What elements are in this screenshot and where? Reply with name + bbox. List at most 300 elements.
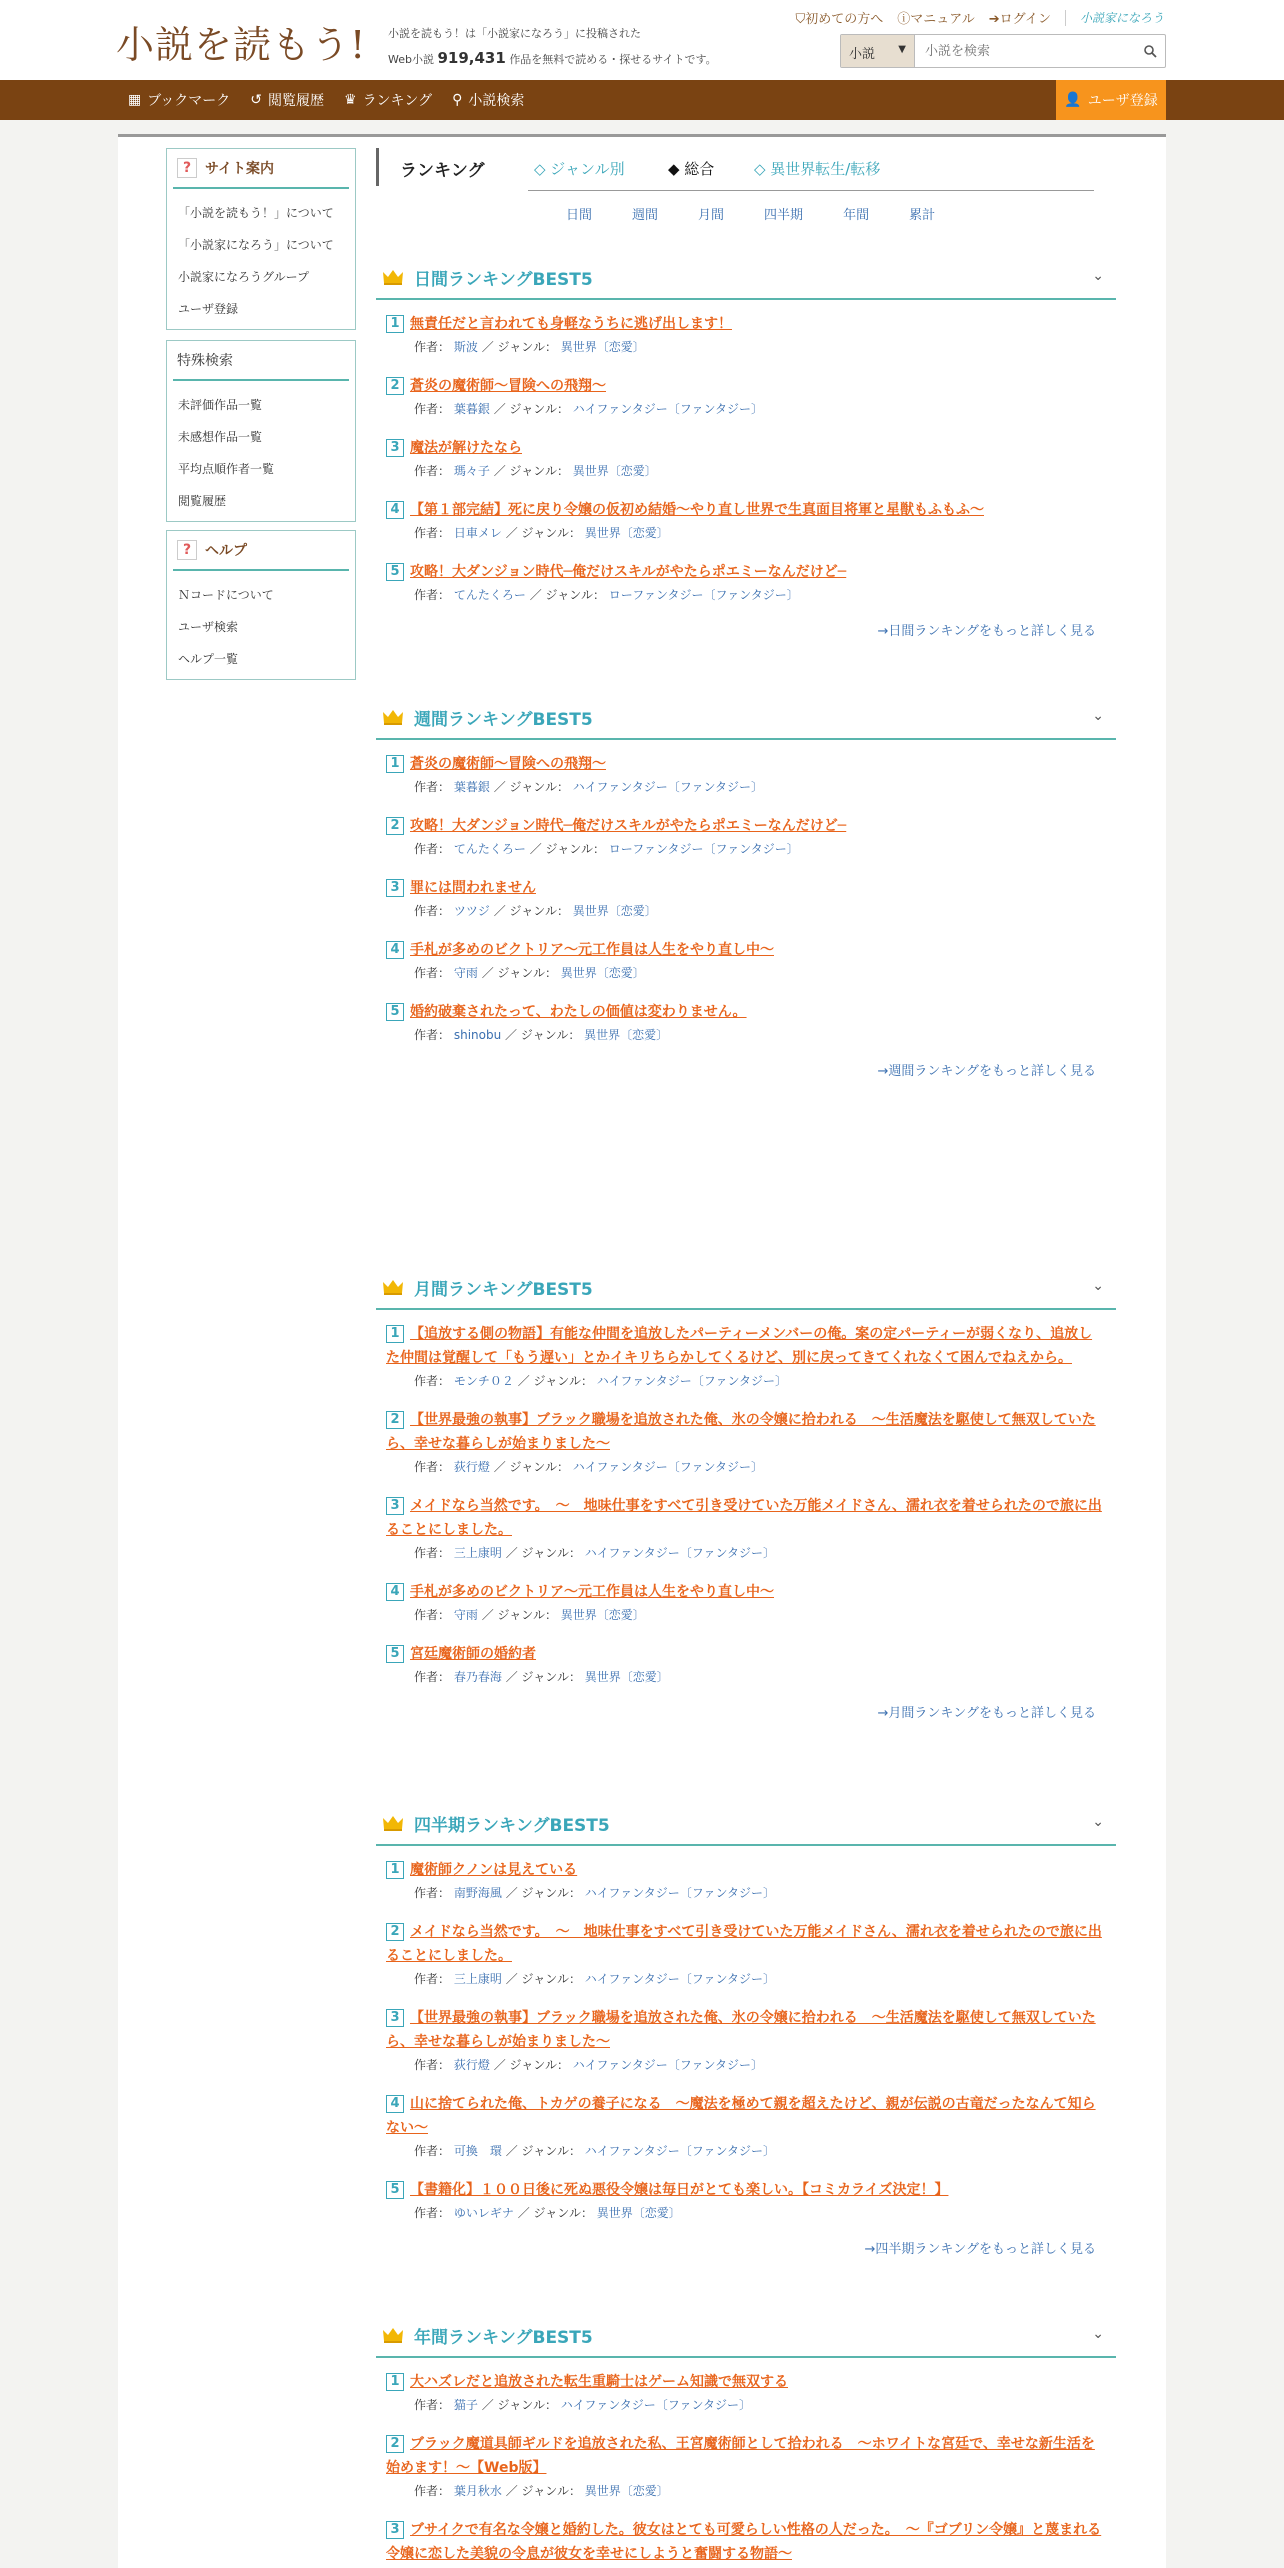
rank-number: 3 <box>386 439 404 457</box>
entry-meta <box>386 2394 1106 2416</box>
rank-entry <box>386 2006 1106 2076</box>
search-button[interactable] <box>1135 35 1165 67</box>
section-title: 日間ランキングBEST5 <box>414 269 593 290</box>
crown-icon <box>382 268 404 286</box>
entry-title-link[interactable] <box>386 1322 1106 1370</box>
rank-number: 1 <box>386 1325 404 1343</box>
section-header[interactable] <box>376 696 1116 740</box>
rank-list <box>376 740 1116 1046</box>
author-link[interactable]: 葉暮銀 <box>453 402 490 416</box>
genre-link[interactable]: 異世界〔恋愛〕 <box>560 966 645 980</box>
rank-entry <box>386 2432 1106 2502</box>
author-link[interactable]: 葉月秋水 <box>453 2484 502 2498</box>
genre-label: ／ ジャンル： <box>505 2144 581 2158</box>
genre-link[interactable]: ハイファンタジー〔ファンタジー〕 <box>572 402 763 416</box>
rank-number: 4 <box>386 941 404 959</box>
rank-list <box>376 2358 1116 2566</box>
entry-meta <box>386 900 1106 922</box>
rank-number: 1 <box>386 2373 404 2391</box>
main-nav <box>0 80 1284 120</box>
rank-entry <box>386 1642 1106 1688</box>
question-icon: ? <box>177 540 197 560</box>
author-label: 作者： <box>414 966 451 980</box>
ranking-section <box>376 2314 1116 2566</box>
author-link[interactable]: 春乃春海 <box>453 1670 502 1684</box>
rank-entry <box>386 312 1106 358</box>
genre-link[interactable]: ハイファンタジー〔ファンタジー〕 <box>572 2058 763 2072</box>
rank-entry <box>386 752 1106 798</box>
period-daily[interactable]: 日間 <box>566 208 593 223</box>
rank-entry <box>386 2092 1106 2162</box>
author-label: 作者： <box>414 526 451 540</box>
entry-title-link[interactable] <box>386 312 1106 336</box>
author-link[interactable]: 三上康明 <box>453 1972 502 1986</box>
author-link[interactable]: モンチ０２ <box>453 1374 514 1388</box>
entry-title-link[interactable] <box>386 2518 1106 2566</box>
sidebar-special-search <box>166 340 356 522</box>
entry-title: 無責任だと言われても身軽なうちに逃げ出します！ <box>410 316 732 332</box>
nav-label: 閲覧履歴 <box>268 93 324 109</box>
top-link-label: 初めての方へ <box>805 12 884 27</box>
period-monthly[interactable]: 月間 <box>698 208 725 223</box>
genre-link[interactable]: ハイファンタジー〔ファンタジー〕 <box>584 1886 775 1900</box>
genre-label: ／ ジャンル： <box>529 588 605 602</box>
sidebar-item[interactable]: 未評価作品一覧 <box>178 398 263 412</box>
site-tagline <box>388 22 717 72</box>
bookmark-small-icon: ⛉ <box>795 12 806 27</box>
genre-link[interactable]: 異世界〔恋愛〕 <box>560 340 645 354</box>
author-link[interactable]: 守雨 <box>453 966 478 980</box>
genre-label: ／ ジャンル： <box>505 2484 581 2498</box>
genre-link[interactable]: ハイファンタジー〔ファンタジー〕 <box>584 1972 775 1986</box>
rank-entry <box>386 1322 1106 1392</box>
author-link[interactable]: shinobu <box>453 1028 502 1042</box>
genre-label: ／ ジャンル： <box>481 1608 557 1622</box>
tagline-line-1: 小説を読もう！は「小説家になろう」に投稿された <box>388 27 641 40</box>
author-label: 作者： <box>414 1608 451 1622</box>
sidebar-heading-label: サイト案内 <box>205 161 275 177</box>
crown-icon <box>382 708 404 726</box>
rank-number: 2 <box>386 817 404 835</box>
rank-number: 2 <box>386 1411 404 1429</box>
entry-meta <box>386 1456 1106 1478</box>
rank-number: 5 <box>386 563 404 581</box>
tagline-line-2 <box>388 46 717 72</box>
rank-number: 3 <box>386 2009 404 2027</box>
entry-title: 魔術師クノンは見えている <box>410 1862 578 1878</box>
author-label: 作者： <box>414 464 451 478</box>
genre-link[interactable]: 異世界〔恋愛〕 <box>560 1608 645 1622</box>
author-link[interactable]: 可換 環 <box>453 2144 502 2158</box>
grid-icon: ▦ <box>128 92 142 108</box>
rank-number: 2 <box>386 1923 404 1941</box>
genre-label: ／ ジャンル： <box>505 1546 581 1560</box>
entry-meta <box>386 398 1106 420</box>
work-count: 919,431 <box>437 49 506 67</box>
search-category-value: 小説 <box>849 47 876 62</box>
author-label: 作者： <box>414 2484 451 2498</box>
author-link[interactable]: 日車メレ <box>453 526 502 540</box>
ranking-section <box>376 1266 1116 1721</box>
entry-meta <box>386 460 1106 482</box>
author-label: 作者： <box>414 1886 451 1900</box>
ranking-section <box>376 256 1116 639</box>
rank-number: 4 <box>386 501 404 519</box>
sidebar-item[interactable]: ヘルプ一覧 <box>178 652 239 666</box>
genre-link[interactable]: 異世界〔恋愛〕 <box>596 2206 681 2220</box>
sidebar-heading-label: 特殊検索 <box>177 353 233 369</box>
crown-icon <box>382 2326 404 2344</box>
rank-entry <box>386 1494 1106 1564</box>
rank-number: 2 <box>386 2435 404 2453</box>
nav-label: ランキング <box>362 93 433 109</box>
entry-title-link[interactable] <box>386 876 1106 900</box>
sidebar-item[interactable]: ユーザ検索 <box>178 620 239 634</box>
entry-meta <box>386 838 1106 860</box>
entry-title: 手札が多めのビクトリア〜元工作員は人生をやり直し中〜 <box>410 942 774 958</box>
entry-title: 蒼炎の魔術師〜冒険への飛翔〜 <box>410 756 606 772</box>
genre-label: ／ ジャンル： <box>505 1972 581 1986</box>
sidebar-item[interactable]: 閲覧履歴 <box>178 494 227 508</box>
entry-title: 宮廷魔術師の婚約者 <box>410 1646 536 1662</box>
top-link-manual[interactable] <box>897 8 975 27</box>
sidebar-list <box>167 381 355 521</box>
entry-meta <box>386 776 1106 798</box>
genre-label: ／ ジャンル： <box>493 2058 569 2072</box>
author-link[interactable]: 守雨 <box>453 1608 478 1622</box>
entry-title: 蒼炎の魔術師〜冒険への飛翔〜 <box>410 378 606 394</box>
author-link[interactable]: 荻行燈 <box>453 1460 490 1474</box>
rank-entry <box>386 2370 1106 2416</box>
site-logo[interactable]: 小説を読もう! <box>116 23 367 67</box>
rank-number: 1 <box>386 1861 404 1879</box>
more-ranking-link[interactable]: →四半期ランキングをもっと詳しく見る <box>864 2242 1096 2257</box>
entry-title-link[interactable] <box>386 1580 1106 1604</box>
tab-isekai[interactable]: ◇ 異世界転生/転移 <box>754 160 881 178</box>
search-input[interactable] <box>915 35 1135 67</box>
rank-entry <box>386 2178 1106 2224</box>
sidebar-site-guide <box>166 148 356 330</box>
entry-title-link[interactable] <box>386 1920 1106 1968</box>
period-quarterly[interactable]: 四半期 <box>764 208 804 223</box>
entry-meta <box>386 1370 1106 1392</box>
more-ranking-link[interactable]: →日間ランキングをもっと詳しく見る <box>877 624 1096 639</box>
entry-title: 【世界最強の執事】ブラック職場を追放された俺、氷の令嬢に拾われる ～生活魔法を駆使して無双していたら、幸せな暮らしが始まりました～ <box>386 2010 1096 2050</box>
entry-title: 手札が多めのビクトリア〜元工作員は人生をやり直し中〜 <box>410 1584 774 1600</box>
entry-title: 【世界最強の執事】ブラック職場を追放された俺、氷の令嬢に拾われる ～生活魔法を駆使して無双していたら、幸せな暮らしが始まりました～ <box>386 1412 1096 1452</box>
author-link[interactable]: ゆいレギナ <box>453 2206 514 2220</box>
genre-link[interactable]: 異世界〔恋愛〕 <box>572 904 657 918</box>
entry-title-link[interactable] <box>386 1642 1106 1666</box>
genre-link[interactable]: ハイファンタジー〔ファンタジー〕 <box>596 1374 787 1388</box>
tab-overall[interactable]: ◆ 総合 <box>668 160 715 178</box>
author-label: 作者： <box>414 2206 451 2220</box>
entry-title-link[interactable] <box>386 2178 1106 2202</box>
sidebar-item[interactable]: 「小説を読もう！」について <box>178 206 334 220</box>
author-label: 作者： <box>414 2144 451 2158</box>
entry-title-link[interactable] <box>386 2370 1106 2394</box>
ranking-tabs <box>376 146 1116 190</box>
rank-number: 3 <box>386 2521 404 2539</box>
genre-label: ／ ジャンル： <box>493 780 569 794</box>
period-links <box>566 204 975 223</box>
author-label: 作者： <box>414 402 451 416</box>
section-header[interactable] <box>376 256 1116 300</box>
genre-link[interactable]: ハイファンタジー〔ファンタジー〕 <box>584 1546 775 1560</box>
entry-title: 大ハズレだと追放された転生重騎士はゲーム知識で無双する <box>410 2374 788 2390</box>
genre-label: ／ ジャンル： <box>505 1670 581 1684</box>
genre-link[interactable]: ローファンタジー〔ファンタジー〕 <box>608 588 799 602</box>
entry-title: 攻略！大ダンジョン時代─俺だけスキルがやたらポエミーなんだけど─ <box>410 818 847 834</box>
sidebar-heading <box>173 341 349 381</box>
entry-title: 攻略！大ダンジョン時代─俺だけスキルがやたらポエミーなんだけど─ <box>410 564 847 580</box>
genre-label: ／ ジャンル： <box>517 2206 593 2220</box>
entry-meta <box>386 522 1106 544</box>
sidebar-list <box>167 571 355 679</box>
rank-entry <box>386 1920 1106 1990</box>
entry-meta <box>386 2202 1106 2224</box>
author-link[interactable]: てんたくろー <box>453 588 526 602</box>
genre-link[interactable]: 異世界〔恋愛〕 <box>584 2484 669 2498</box>
search-icon: ⚲ <box>452 92 463 108</box>
genre-link[interactable]: ハイファンタジー〔ファンタジー〕 <box>560 2398 751 2412</box>
genre-link[interactable]: 異世界〔恋愛〕 <box>584 1028 669 1042</box>
author-link[interactable]: てんたくろー <box>453 842 526 856</box>
nav-search[interactable] <box>452 90 524 110</box>
user-register-button[interactable] <box>1056 80 1166 120</box>
genre-label: ／ ジャンル： <box>505 526 581 540</box>
rank-number: 2 <box>386 377 404 395</box>
entry-title-link[interactable] <box>386 752 1106 776</box>
crown-icon <box>382 1814 404 1832</box>
entry-meta <box>386 1968 1106 1990</box>
entry-title-link[interactable] <box>386 2006 1106 2054</box>
rank-entry <box>386 2518 1106 2566</box>
entry-meta <box>386 2140 1106 2162</box>
question-icon: ⓘ <box>897 12 911 27</box>
entry-meta <box>386 1542 1106 1564</box>
author-link[interactable]: 南野海風 <box>453 1886 502 1900</box>
sidebar-list <box>167 189 355 329</box>
author-link[interactable]: 葉暮銀 <box>453 780 490 794</box>
period-total[interactable]: 累計 <box>909 208 936 223</box>
entry-title-link[interactable] <box>386 1408 1106 1456</box>
sidebar-item[interactable]: 未感想作品一覧 <box>178 430 263 444</box>
genre-label: ／ ジャンル： <box>481 966 557 980</box>
genre-label: ／ ジャンル： <box>493 464 569 478</box>
rank-number: 5 <box>386 1645 404 1663</box>
author-label: 作者： <box>414 588 451 602</box>
rank-entry <box>386 1580 1106 1626</box>
entry-meta <box>386 2480 1106 2502</box>
top-link-label: ログイン <box>999 12 1051 27</box>
history-icon: ↺ <box>250 92 262 108</box>
genre-link[interactable]: ハイファンタジー〔ファンタジー〕 <box>572 780 763 794</box>
sidebar-heading <box>173 531 349 571</box>
author-label: 作者： <box>414 1460 451 1474</box>
section-header[interactable] <box>376 1266 1116 1310</box>
rank-number: 5 <box>386 2181 404 2199</box>
rank-entry <box>386 938 1106 984</box>
entry-meta <box>386 2054 1106 2076</box>
entry-title-link[interactable] <box>386 2432 1106 2480</box>
rank-number: 3 <box>386 1497 404 1515</box>
chevron-down-icon[interactable]: ⌄ <box>1092 1814 1104 1830</box>
entry-title: 【第１部完結】死に戻り令嬢の仮初め結婚～やり直し世界で生真面目将軍と星獣もふもふ～ <box>410 502 984 518</box>
entry-title: メイドなら当然です。 ～ 地味仕事をすべて引き受けていた万能メイドさん、濡れ衣を着せられたので旅に出ることにしました。 <box>386 1498 1102 1538</box>
nav-ranking[interactable] <box>344 90 432 110</box>
genre-link[interactable]: ハイファンタジー〔ファンタジー〕 <box>572 1460 763 1474</box>
chevron-down-icon[interactable]: ⌄ <box>1092 708 1104 724</box>
entry-meta <box>386 962 1106 984</box>
more-ranking-link[interactable]: →月間ランキングをもっと詳しく見る <box>877 1706 1096 1721</box>
sidebar-item[interactable]: 「小説家になろう」について <box>178 238 334 252</box>
author-label: 作者： <box>414 1546 451 1560</box>
rank-entry <box>386 1858 1106 1904</box>
rank-entry <box>386 560 1106 606</box>
entry-title-link[interactable] <box>386 560 1106 584</box>
genre-label: ／ ジャンル： <box>505 1028 581 1042</box>
chevron-down-icon[interactable]: ⌄ <box>1092 2326 1104 2342</box>
rank-list <box>376 300 1116 606</box>
author-link[interactable]: ツツジ <box>453 904 490 918</box>
sidebar-help <box>166 530 356 680</box>
entry-meta <box>386 1882 1106 1904</box>
period-weekly[interactable]: 週間 <box>632 208 659 223</box>
tabs-underline <box>528 190 1094 191</box>
login-icon: ➔ <box>988 12 1000 27</box>
entry-title: 【書籍化】１００日後に死ぬ悪役令嬢は毎日がとても楽しい。【コミカライズ決定！】 <box>410 2182 949 2198</box>
author-link[interactable]: 猫子 <box>453 2398 478 2412</box>
genre-link[interactable]: 異世界〔恋愛〕 <box>584 526 669 540</box>
question-icon: ? <box>177 158 197 178</box>
crown-icon: ♛ <box>344 92 357 108</box>
tab-genre[interactable]: ◇ ジャンル別 <box>534 160 625 178</box>
sidebar-heading-label: ヘルプ <box>205 543 247 559</box>
narou-brand-link[interactable]: 小説家になろう <box>1079 11 1164 25</box>
author-label: 作者： <box>414 2398 451 2412</box>
genre-label: ／ ジャンル： <box>481 340 557 354</box>
site-header <box>0 0 1284 80</box>
genre-label: ／ ジャンル： <box>505 1886 581 1900</box>
entry-title-link[interactable] <box>386 938 1106 962</box>
rank-entry <box>386 498 1106 544</box>
entry-title-link[interactable] <box>386 1858 1106 1882</box>
rank-entry <box>386 1000 1106 1046</box>
tabs-lead-bar <box>376 148 379 186</box>
genre-link[interactable]: 異世界〔恋愛〕 <box>572 464 657 478</box>
entry-title-link[interactable] <box>386 2092 1106 2140</box>
user-icon: 👤 <box>1064 92 1082 108</box>
chevron-down-icon: ▼ <box>898 44 906 55</box>
genre-label: ／ ジャンル： <box>493 1460 569 1474</box>
ranking-section <box>376 696 1116 1079</box>
sidebar-item[interactable]: 平均点順作者一覧 <box>178 462 275 476</box>
rank-number: 1 <box>386 755 404 773</box>
entry-meta <box>386 1666 1106 1688</box>
crown-icon <box>382 1278 404 1296</box>
rank-entry <box>386 1408 1106 1478</box>
ranking-main <box>376 146 1116 223</box>
author-link[interactable]: 荻行燈 <box>453 2058 490 2072</box>
entry-title-link[interactable] <box>386 374 1106 398</box>
entry-title-link[interactable] <box>386 436 1106 460</box>
author-link[interactable]: 瑪々子 <box>453 464 490 478</box>
genre-label: ／ ジャンル： <box>493 904 569 918</box>
author-label: 作者： <box>414 842 451 856</box>
top-links-divider <box>1065 10 1066 26</box>
genre-label: ／ ジャンル： <box>517 1374 593 1388</box>
rank-number: 4 <box>386 1583 404 1601</box>
rank-number: 5 <box>386 1003 404 1021</box>
author-label: 作者： <box>414 780 451 794</box>
entry-title-link[interactable] <box>386 1494 1106 1542</box>
rank-entry <box>386 374 1106 420</box>
ranking-section <box>376 1802 1116 2257</box>
rank-number: 3 <box>386 879 404 897</box>
sidebar-item[interactable]: 小説家になろうグループ <box>178 270 310 284</box>
section-title: 週間ランキングBEST5 <box>414 709 593 730</box>
rank-number: 1 <box>386 315 404 333</box>
ranking-heading: ランキング <box>400 161 485 181</box>
section-title: 年間ランキングBEST5 <box>414 2327 593 2348</box>
search-box <box>840 34 1166 68</box>
sidebar-item[interactable]: ユーザ登録 <box>178 302 239 316</box>
entry-title: メイドなら当然です。 ～ 地味仕事をすべて引き受けていた万能メイドさん、濡れ衣を着せられたので旅に出ることにしました。 <box>386 1924 1102 1964</box>
entry-title: 罪には問われません <box>410 880 536 896</box>
rank-list <box>376 1310 1116 1688</box>
search-icon <box>1143 44 1157 58</box>
entry-meta <box>386 1024 1106 1046</box>
genre-label: ／ ジャンル： <box>493 402 569 416</box>
rank-entry <box>386 876 1106 922</box>
rank-entry <box>386 436 1106 482</box>
more-ranking-link[interactable]: →週間ランキングをもっと詳しく見る <box>877 1064 1096 1079</box>
sidebar-item[interactable]: Ｎコードについて <box>178 588 274 602</box>
nav-bookmark[interactable] <box>128 90 230 110</box>
entry-meta <box>386 1604 1106 1626</box>
period-yearly[interactable]: 年間 <box>843 208 870 223</box>
author-label: 作者： <box>414 1028 451 1042</box>
genre-link[interactable]: ハイファンタジー〔ファンタジー〕 <box>584 2144 775 2158</box>
entry-title-link[interactable] <box>386 498 1106 522</box>
entry-meta <box>386 336 1106 358</box>
top-link-beginners[interactable] <box>795 8 883 27</box>
chevron-down-icon[interactable]: ⌄ <box>1092 1278 1104 1294</box>
author-link[interactable]: 三上康明 <box>453 1546 502 1560</box>
top-link-login[interactable] <box>989 8 1051 27</box>
tagline-pre: Web小説 <box>388 53 434 66</box>
entry-title-link[interactable] <box>386 1000 1106 1024</box>
entry-title: ブサイクで有名な令嬢と婚約した。彼女はとても可愛らしい性格の人だった。 ～『ゴブリン令嬢』と蔑まれる令嬢に恋した美貌の令息が彼女を幸せにしようと奮闘する物語～ <box>386 2522 1102 2562</box>
search-category-select[interactable] <box>841 35 915 67</box>
genre-link[interactable]: 異世界〔恋愛〕 <box>584 1670 669 1684</box>
rank-number: 4 <box>386 2095 404 2113</box>
entry-title-link[interactable] <box>386 814 1106 838</box>
chevron-down-icon[interactable]: ⌄ <box>1092 268 1104 284</box>
author-link[interactable]: 斯波 <box>453 340 478 354</box>
tagline-post: 作品を無料で読める・探せるサイトです。 <box>509 53 717 66</box>
section-header[interactable] <box>376 1802 1116 1846</box>
section-title: 四半期ランキングBEST5 <box>414 1815 610 1836</box>
entry-title: 魔法が解けたなら <box>410 440 522 456</box>
genre-label: ／ ジャンル： <box>481 2398 557 2412</box>
top-link-label: マニュアル <box>910 12 975 27</box>
section-header[interactable] <box>376 2314 1116 2358</box>
nav-history[interactable] <box>250 90 324 110</box>
entry-title: ブラック魔道具師ギルドを追放された私、王宮魔術師として拾われる ～ホワイトな宮廷で、幸せな新生活を始めます！～【Web版】 <box>386 2436 1095 2476</box>
genre-link[interactable]: ローファンタジー〔ファンタジー〕 <box>608 842 799 856</box>
